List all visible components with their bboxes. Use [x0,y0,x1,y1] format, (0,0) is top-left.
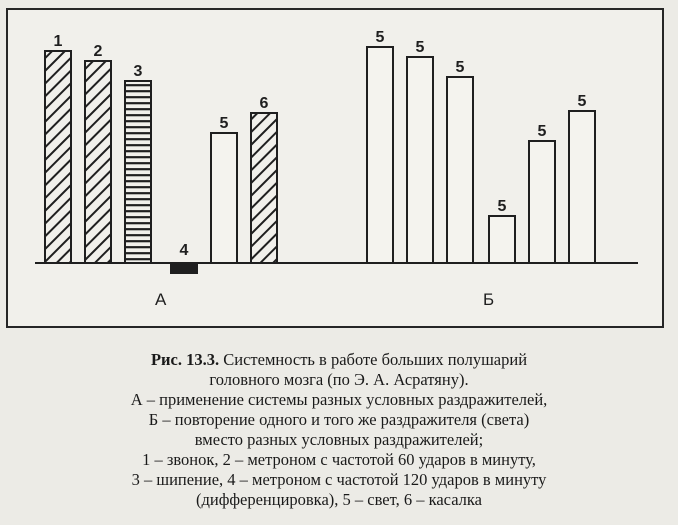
bar-a-4 [171,263,197,273]
caption-line-5: вместо разных условных раздражителей; [194,430,484,449]
caption-line-8: (дифференцировка), 5 – свет, 6 – касалка [196,490,482,509]
bar-a-5 [211,133,237,263]
caption-line-6: 1 – звонок, 2 – метроном с частотой 60 ударов в минуту, [142,450,536,469]
caption-line-7: 3 – шипение, 4 – метроном с частотой 120 ударов в минуту [131,470,547,489]
bar-a-1 [45,51,71,263]
caption-line-1: Системность в работе больших полушарий [219,350,528,369]
bar-b-3 [447,77,473,263]
bar-label-b-4: 5 [497,198,507,215]
bar-label-b-2: 5 [415,39,425,56]
bar-label-b-3: 5 [455,59,465,76]
bar-b-4 [489,216,515,263]
bar-b-5 [529,141,555,263]
caption-line-4: Б – повторение одного и того же раздражителя (света) [148,410,530,429]
caption-line-3: А – применение системы разных условных раздражителей, [130,390,548,409]
bar-a-3 [125,81,151,263]
caption-line-2: головного мозга (по Э. А. Асратяну). [209,370,469,389]
figure-caption [0,350,678,510]
bar-b-6 [569,111,595,263]
bar-b-2 [407,57,433,263]
bar-label-b-1: 5 [375,29,385,46]
bar-label-a-5: 5 [219,115,229,132]
bar-label-a-1: 1 [53,33,63,50]
bar-label-b-5: 5 [537,123,547,140]
bar-a-2 [85,61,111,263]
panel-label-a: А [155,290,167,309]
bar-a-6 [251,113,277,263]
bar-b-1 [367,47,393,263]
panel-label-b: Б [483,290,495,309]
bar-label-a-6: 6 [259,95,269,112]
bar-label-b-6: 5 [577,93,587,110]
bar-label-a-4: 4 [179,242,189,259]
bar-label-a-3: 3 [133,63,143,80]
caption-title: Рис. 13.3. [150,350,220,369]
bar-label-a-2: 2 [93,43,103,60]
